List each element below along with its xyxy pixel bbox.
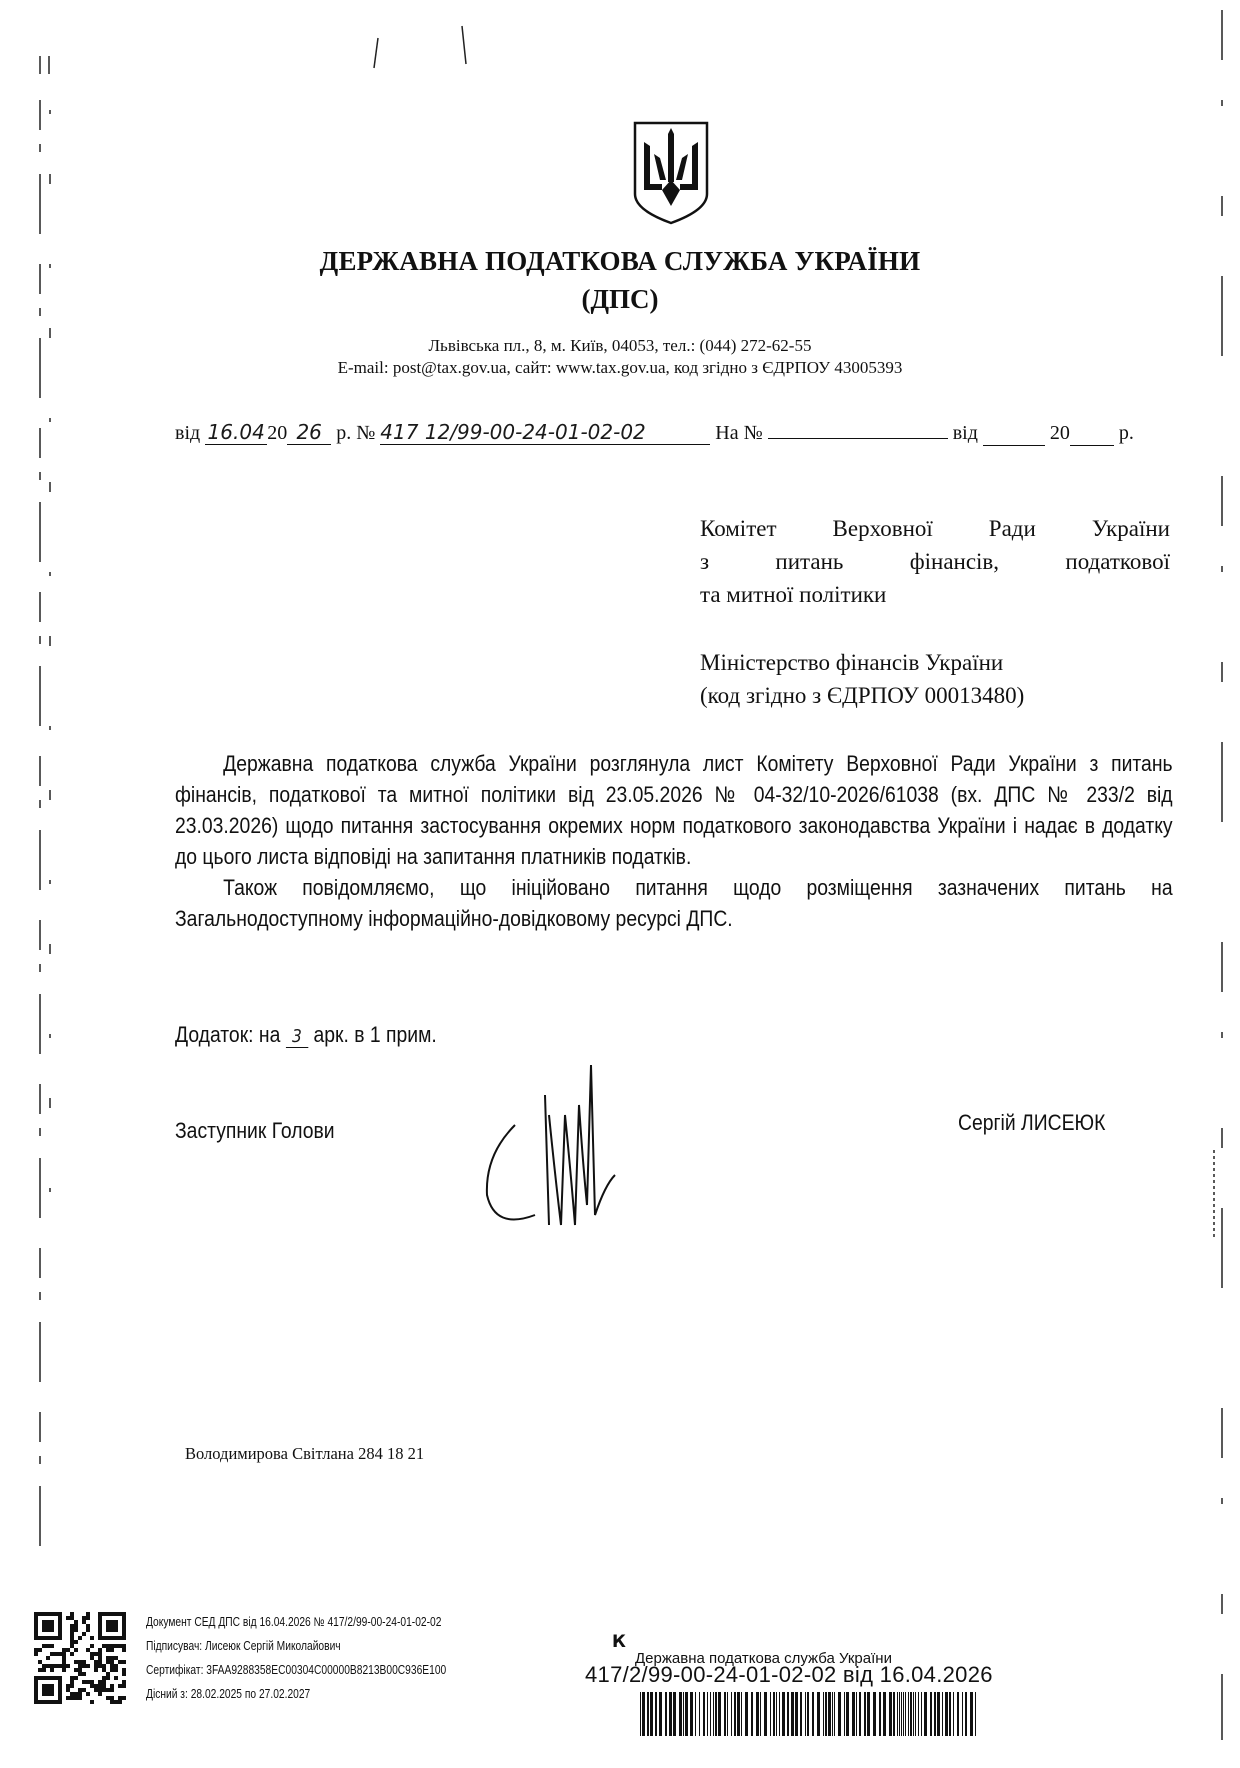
barcode-icon [640,1692,980,1736]
reply-year [1070,422,1114,446]
addressee-line: (код згідно з ЄДРПОУ 00013480) [700,683,1025,708]
eds-validity: Дісний з: 28.02.2025 по 27.02.2027 [146,1687,311,1701]
addressee-ministry [700,646,1170,712]
addressee-line: Комітет Верховної Ради України [700,516,1170,541]
org-address: Львівська пл., 8, м. Київ, 04053, тел.: (044) 272-62-55 [428,336,812,355]
trident-coat-of-arms-icon [632,120,710,226]
annex-prefix: Додаток: на [175,1022,281,1047]
annex-line [175,1022,437,1048]
registration-line [175,420,1175,446]
reply-year-unit: р. [1118,422,1134,444]
date-day-month: 16.04 [205,420,267,445]
stamp-org: Державна податкова служба України [635,1650,892,1667]
reply-from-label: від [952,422,978,444]
addressee-committee [700,512,1170,611]
reply-label: На № [715,422,763,444]
letter-body [175,748,1173,934]
addressee-line: та митної політики [700,582,887,607]
reply-year-prefix: 20 [1049,422,1070,444]
registration-number: 417 12/99-00-24-01-02-02 [380,420,710,445]
eds-document: Документ СЕД ДПС від 16.04.2026 № 417/2/99-00-24-01-02-02 [146,1615,442,1629]
stamp-registration: 417/2/99-00-24-01-02-02 від 16.04.2026 [585,1662,993,1687]
annex-count: 3 [286,1026,308,1048]
body-paragraph: Державна податкова служба України розглянула лист Комітету Верховної Ради України з питань фінансів, податкової та митної політики від 23.05.2026 № 04-32/10-2026/61038 (вх. ДПС № 233/2 від 23.03.2026) щодо питання застосування окремих норм податкового законодавства України і надає в додатку до цього листа відповіді на запитання платників податків. [175,751,1173,869]
org-abbreviation: (ДПС) [581,284,659,314]
addressee-line: Міністерство фінансів України [700,650,1004,675]
annex-suffix: арк. в 1 прим. [313,1022,437,1047]
from-label: від [175,422,201,444]
body-paragraph: Також повідомляємо, що ініційовано питання щодо розміщення зазначених питань на Загальнодоступному інформаційно-довідковому ресурсі ДПС. [175,875,1173,931]
signer-role: Заступник Голови [175,1118,335,1143]
year-unit: р. [336,422,352,444]
year-prefix: 20 [267,422,288,444]
signer-name: Сергій ЛИСЕЮК [958,1110,1106,1135]
executor-contact: Володимирова Світлана 284 18 21 [185,1444,425,1463]
qr-code-icon [34,1612,126,1704]
stamp-mark: К [612,1632,626,1652]
addressee-line: з питань фінансів, податкової [700,549,1170,574]
handwritten-signature-icon [475,1055,625,1235]
eds-certificate: Сертифікат: 3FAA9288358EC00304C00000B8213B00C936E100 [146,1663,447,1677]
org-title: ДЕРЖАВНА ПОДАТКОВА СЛУЖБА УКРАЇНИ [319,246,921,276]
number-label: № [356,422,376,444]
reply-date [983,422,1045,446]
electronic-signature-info [146,1610,446,1706]
year-suffix: 26 [287,420,331,445]
org-contacts: E-mail: post@tax.gov.ua, сайт: www.tax.gov.ua, код згідно з ЄДРПОУ 43005393 [337,358,903,377]
eds-signer: Підписувач: Лисеюк Сергій Миколайович [146,1639,341,1653]
reply-number [768,438,948,439]
